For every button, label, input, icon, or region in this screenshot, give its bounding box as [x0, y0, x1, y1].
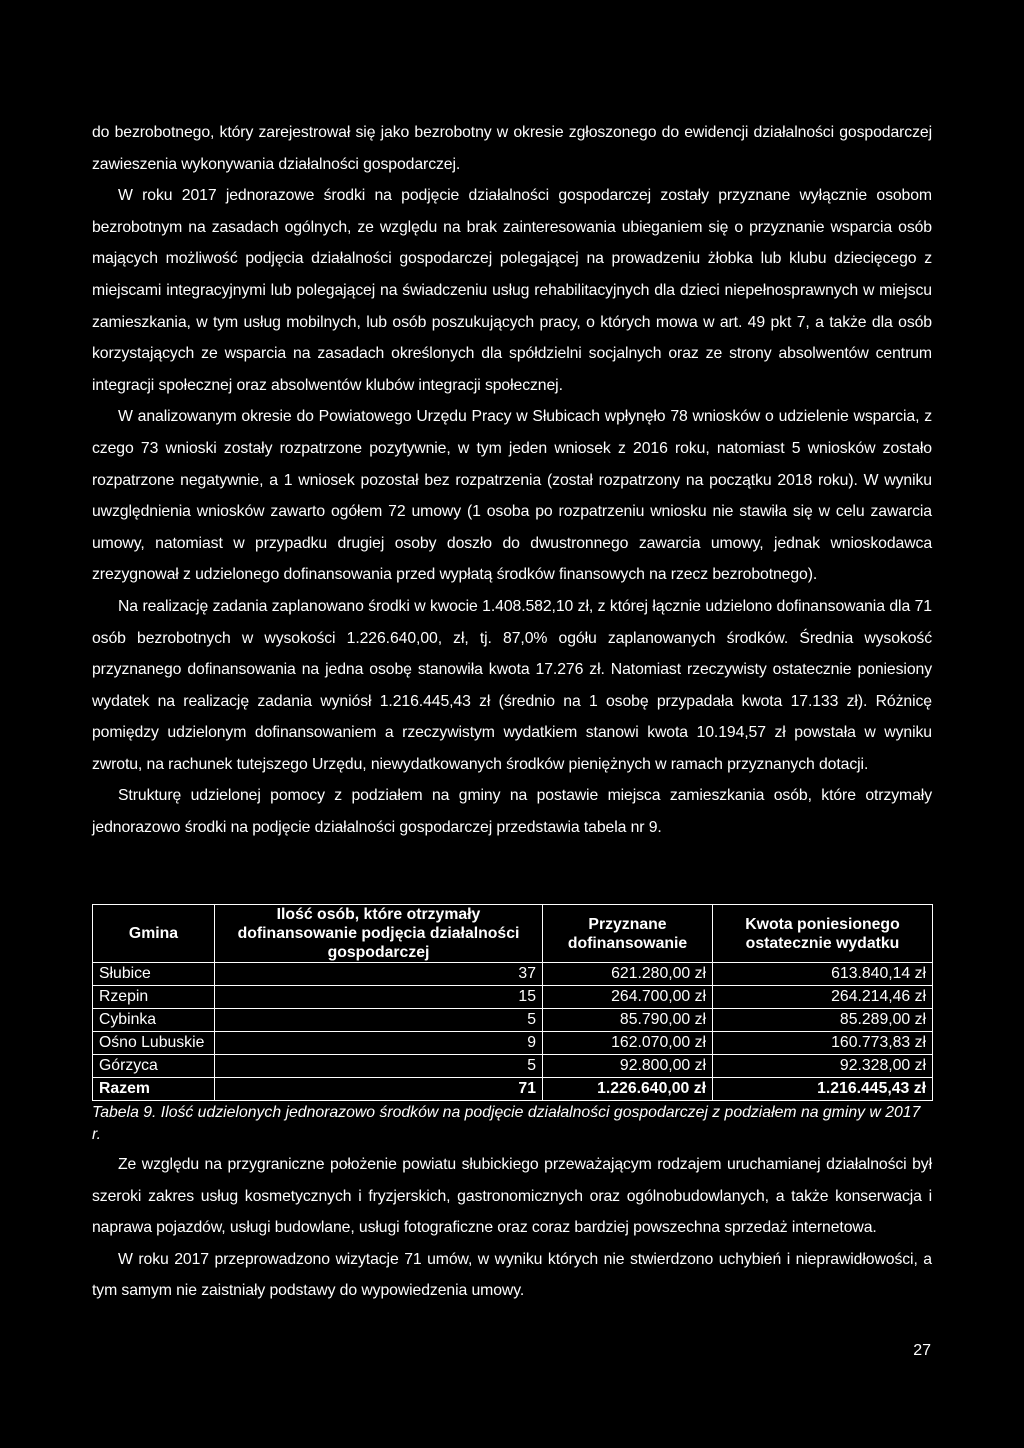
- paragraph: Ze względu na przygraniczne położenie powiatu słubickiego przeważającym rodzajem uruchamianej działalności był szeroki zakres usług kosmetycznych i fryzjerskich, gastronomicznych oraz ogólnobudowlanych, a także konserwacja i naprawa pojazdów, usługi budowlane, usługi fotograficzne oraz coraz bardziej powszechna sprzedaż internetowa.: [92, 1156, 932, 1237]
- cell-gmina: Ośno Lubuskie: [93, 1032, 215, 1055]
- table-row: [93, 1055, 933, 1078]
- cell-granted: 85.790,00 zł: [543, 1009, 713, 1032]
- cell-count: 5: [215, 1055, 543, 1078]
- cell-granted: 162.070,00 zł: [543, 1032, 713, 1055]
- table-caption: Tabela 9. Ilość udzielonych jednorazowo środków na podjęcie działalności gospodarczej z podziałem na gminy w 2017 r.: [92, 1104, 921, 1143]
- cell-total-count: 71: [215, 1078, 543, 1101]
- paragraph: W analizowanym okresie do Powiatowego Urzędu Pracy w Słubicach wpłynęło 78 wniosków o udzielenie wsparcia, z czego 73 wnioski zostały rozpatrzone pozytywnie, w tym jeden wniosek z 2016 roku, natomiast 5 wniosków zostało rozpatrzone negatywnie, a 1 wniosek pozostał bez rozpatrzenia (został rozpatrzony na początku 2018 roku). W wyniku uwzględnienia wniosków zawarto ogółem 72 umowy (1 osoba po rozpatrzeniu wniosku nie stawiła się w celu zawarcia umowy, natomiast w przypadku drugiej osoby doszło do dwustronnego zawarcia umowy, jednak wnioskodawca zrezygnował z udzielonego dofinansowania przed wypłatą środków finansowych na rzecz bezrobotnego).: [92, 408, 932, 584]
- header-granted-funding: Przyznane dofinansowanie: [543, 905, 713, 963]
- cell-total-label: Razem: [93, 1078, 215, 1101]
- body-text-bottom: [92, 1149, 932, 1307]
- table-9: [92, 904, 932, 1146]
- cell-gmina: Górzyca: [93, 1055, 215, 1078]
- paragraph: Strukturę udzielonej pomocy z podziałem na gminy na postawie miejsca zamieszkania osób, które otrzymały jednorazowo środki na podjęcie działalności gospodarczej przedstawia tabela nr 9.: [92, 787, 932, 837]
- cell-expense: 85.289,00 zł: [713, 1009, 933, 1032]
- cell-expense: 264.214,46 zł: [713, 986, 933, 1009]
- cell-gmina: Cybinka: [93, 1009, 215, 1032]
- cell-expense: 160.773,83 zł: [713, 1032, 933, 1055]
- header-persons-count: Ilość osób, które otrzymały dofinansowanie podjęcia działalności gospodarczej: [215, 905, 543, 963]
- cell-count: 9: [215, 1032, 543, 1055]
- cell-total-expense: 1.216.445,43 zł: [713, 1078, 933, 1101]
- page-number: 27: [913, 1342, 931, 1359]
- cell-count: 37: [215, 963, 543, 986]
- cell-granted: 92.800,00 zł: [543, 1055, 713, 1078]
- cell-gmina: Słubice: [93, 963, 215, 986]
- cell-granted: 264.700,00 zł: [543, 986, 713, 1009]
- header-gmina: Gmina: [93, 905, 215, 963]
- paragraph: Na realizację zadania zaplanowano środki w kwocie 1.408.582,10 zł, z której łącznie udzielono dofinansowania dla 71 osób bezrobotnych w wysokości 1.226.640,00, zł, tj. 87,0% ogółu zaplanowanych środków. Średnia wysokość przyznanego dofinansowania na jedna osobę stanowiła kwota 17.276 zł. Natomiast rzeczywisty ostatecznie poniesiony wydatek na realizację zadania wyniósł 1.216.445,43 zł (średnio na 1 osobę przypadała kwota 17.133 zł). Różnicę pomiędzy udzielonym dofinansowaniem a rzeczywistym wydatkiem stanowi kwota 10.194,57 zł powstała w wyniku zwrotu, na rachunek tutejszego Urzędu, niewydatkowanych środków pieniężnych w ramach przyznanych dotacji.: [92, 597, 932, 773]
- body-text-top: [92, 117, 932, 844]
- cell-expense: 613.840,14 zł: [713, 963, 933, 986]
- table-row: [93, 1009, 933, 1032]
- cell-count: 15: [215, 986, 543, 1009]
- cell-gmina: Rzepin: [93, 986, 215, 1009]
- paragraph: do bezrobotnego, który zarejestrował się jako bezrobotny w okresie zgłoszonego do ewidencji działalności gospodarczej zawieszenia wykonywania działalności gospodarczej.: [92, 124, 932, 173]
- funding-table: [92, 904, 933, 1101]
- table-row: [93, 1032, 933, 1055]
- cell-total-granted: 1.226.640,00 zł: [543, 1078, 713, 1101]
- header-final-expense: Kwota poniesionego ostatecznie wydatku: [713, 905, 933, 963]
- table-total-row: [93, 1078, 933, 1101]
- cell-granted: 621.280,00 zł: [543, 963, 713, 986]
- table-row: [93, 963, 933, 986]
- table-row: [93, 986, 933, 1009]
- paragraph: W roku 2017 jednorazowe środki na podjęcie działalności gospodarczej zostały przyznane wyłącznie osobom bezrobotnym na zasadach ogólnych, ze względu na brak zainteresowania ubieganiem się o przyznanie wsparcia osób mających możliwość podjęcia działalności gospodarczej polegającej na prowadzeniu żłobka lub klubu dziecięcego z miejscami integracyjnymi lub polegającej na świadczeniu usług rehabilitacyjnych dla dzieci niepełnosprawnych w miejscu zamieszkania, w tym usług mobilnych, lub osób poszukujących pracy, o których mowa w art. 49 pkt 7, a także dla osób korzystających ze wsparcia na zasadach określonych dla spółdzielni socjalnych oraz ze strony absolwentów centrum integracji społecznej oraz absolwentów klubów integracji społecznej.: [92, 187, 932, 394]
- paragraph: W roku 2017 przeprowadzono wizytacje 71 umów, w wyniku których nie stwierdzono uchybień i nieprawidłowości, a tym samym nie zaistniały podstawy do wypowiedzenia umowy.: [92, 1250, 932, 1300]
- table-header-row: [93, 905, 933, 963]
- cell-expense: 92.328,00 zł: [713, 1055, 933, 1078]
- cell-count: 5: [215, 1009, 543, 1032]
